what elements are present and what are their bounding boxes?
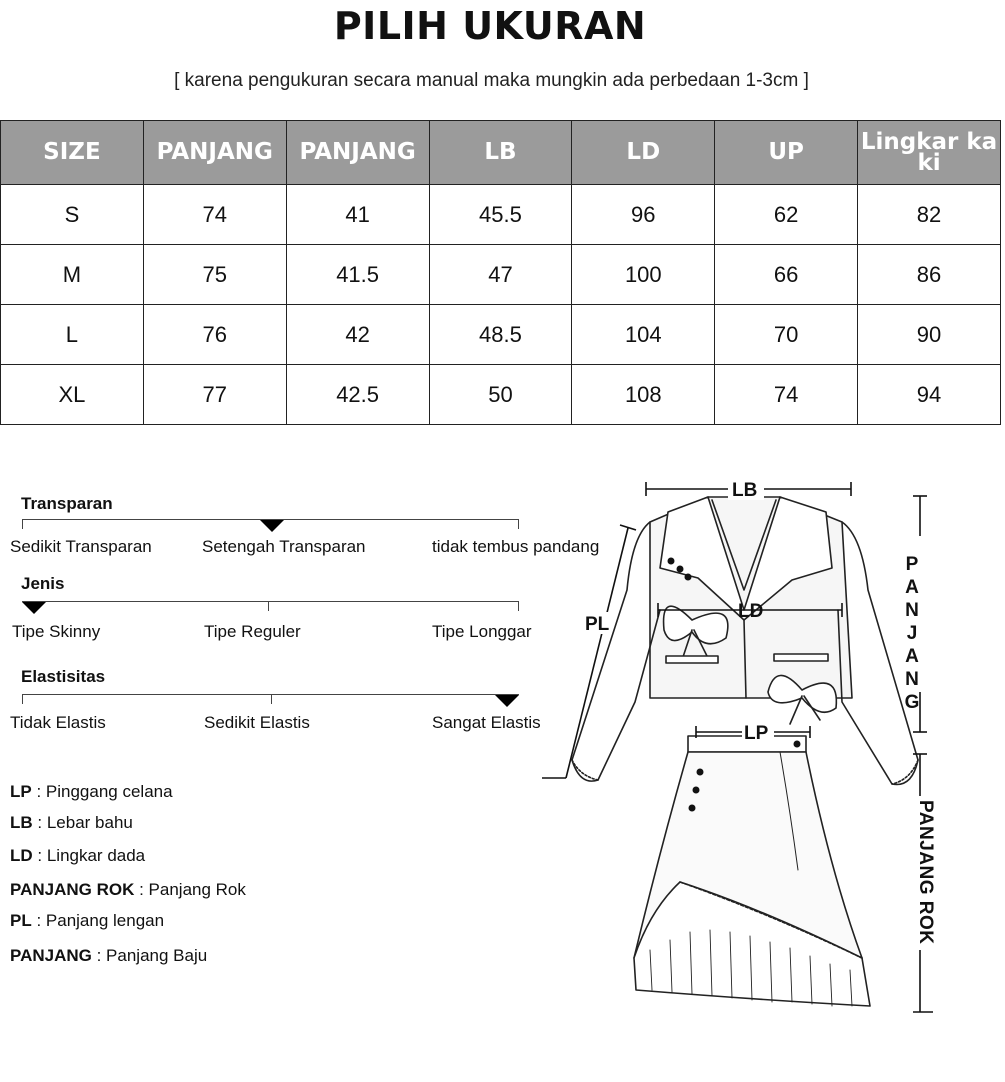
table-row	[1, 185, 1001, 245]
table-cell: XL	[1, 365, 144, 425]
legend-abbr: PANJANG ROK	[10, 880, 135, 899]
heart-button	[689, 805, 696, 812]
ld-label: LD	[738, 601, 764, 622]
header-ld: LD	[572, 121, 715, 185]
legend-text: : Lingkar dada	[32, 846, 146, 865]
jacket-pocket-right	[774, 654, 828, 661]
legend-abbr: LP	[10, 782, 32, 801]
table-cell: 96	[572, 185, 715, 245]
table-cell: 70	[715, 305, 858, 365]
transparency-scale-title: Transparan	[21, 494, 113, 513]
scale-tick	[22, 694, 23, 704]
legend-abbr: PL	[10, 911, 32, 930]
legend-item	[10, 813, 133, 833]
jacket-pocket-left	[666, 656, 718, 663]
fit-type-scale	[0, 570, 600, 645]
scale-label-high: Sangat Elastis	[432, 713, 541, 732]
legend-item	[10, 911, 164, 931]
legend-item	[10, 946, 207, 966]
header-lb: LB	[429, 121, 572, 185]
heart-button	[677, 566, 684, 573]
selected-marker	[22, 602, 46, 614]
jacket-left-sleeve	[572, 522, 660, 781]
table-cell: 100	[572, 245, 715, 305]
table-cell: 48.5	[429, 305, 572, 365]
table-cell: 94	[858, 365, 1001, 425]
legend-item	[10, 782, 173, 802]
scale-label-high: tidak tembus pandang	[432, 537, 600, 556]
scale-label-mid: Setengah Transparan	[202, 537, 366, 556]
header-up: UP	[715, 121, 858, 185]
table-cell: 86	[858, 245, 1001, 305]
fit-type-scale-title: Jenis	[21, 574, 65, 593]
table-cell: 62	[715, 185, 858, 245]
header-size: SIZE	[1, 121, 144, 185]
table-cell: 74	[143, 185, 286, 245]
scale-label-low: Tipe Skinny	[12, 622, 101, 641]
scale-tick	[518, 601, 519, 611]
table-cell: 50	[429, 365, 572, 425]
garment-measurement-diagram	[540, 470, 1000, 1030]
scale-line	[22, 601, 519, 602]
table-cell: 108	[572, 365, 715, 425]
legend-text: : Panjang Baju	[91, 946, 208, 965]
scale-label-low: Tidak Elastis	[10, 713, 106, 732]
page-title: PILIH UKURAN	[333, 4, 647, 48]
table-cell: 41	[286, 185, 429, 245]
heart-button	[794, 741, 801, 748]
pl-label: PL	[585, 614, 610, 635]
legend-item	[10, 846, 145, 866]
header-lingkar-kaki: Lingkar ka ki	[858, 121, 1001, 185]
table-cell: 90	[858, 305, 1001, 365]
heart-button	[697, 769, 704, 776]
table-row	[1, 365, 1001, 425]
scale-label-low: Sedikit Transparan	[10, 537, 152, 556]
table-cell: 75	[143, 245, 286, 305]
legend-text: : Panjang Rok	[134, 880, 246, 899]
lp-label: LP	[744, 723, 769, 744]
panjang-label: PANJANG	[901, 554, 923, 715]
legend-text: : Lebar bahu	[32, 813, 133, 832]
legend-abbr: LD	[10, 846, 33, 865]
table-cell: 47	[429, 245, 572, 305]
scale-tick	[518, 519, 519, 529]
header-panjang-2: PANJANG	[286, 121, 429, 185]
transparency-scale	[0, 490, 600, 565]
heart-button	[685, 574, 692, 581]
pl-measure-line	[566, 528, 628, 778]
legend-item	[10, 880, 246, 900]
legend-abbr: PANJANG	[10, 946, 92, 965]
elasticity-scale-title: Elastisitas	[21, 667, 106, 686]
table-cell: 82	[858, 185, 1001, 245]
scale-tick	[268, 601, 269, 611]
table-header-row	[1, 121, 1001, 185]
table-cell: 74	[715, 365, 858, 425]
elasticity-scale	[0, 663, 600, 738]
scale-label-mid: Sedikit Elastis	[204, 713, 310, 732]
table-cell: L	[1, 305, 144, 365]
legend-text: : Panjang lengan	[31, 911, 165, 930]
table-row	[1, 305, 1001, 365]
scale-label-mid: Tipe Reguler	[204, 622, 301, 641]
header-panjang: PANJANG	[143, 121, 286, 185]
table-cell: 42.5	[286, 365, 429, 425]
table-cell: M	[1, 245, 144, 305]
legend-text: : Pinggang celana	[31, 782, 173, 801]
heart-button	[693, 787, 700, 794]
table-cell: 66	[715, 245, 858, 305]
panjang-rok-label: PANJANG ROK	[915, 800, 936, 945]
table-cell: 76	[143, 305, 286, 365]
scale-label-high: Tipe Longgar	[432, 622, 532, 641]
size-table	[0, 120, 1001, 425]
table-cell: 42	[286, 305, 429, 365]
heart-button	[668, 558, 675, 565]
legend-abbr: LB	[10, 813, 33, 832]
table-cell: S	[1, 185, 144, 245]
table-row	[1, 245, 1001, 305]
table-cell: 41.5	[286, 245, 429, 305]
lb-label: LB	[732, 480, 758, 501]
selected-marker	[495, 695, 519, 707]
scale-tick	[271, 694, 272, 704]
scale-tick	[22, 519, 23, 529]
table-cell: 77	[143, 365, 286, 425]
table-cell: 104	[572, 305, 715, 365]
selected-marker	[260, 520, 284, 532]
measurement-note: [ karena pengukuran secara manual maka mungkin ada perbedaan 1-3cm ]	[174, 70, 809, 91]
table-cell: 45.5	[429, 185, 572, 245]
